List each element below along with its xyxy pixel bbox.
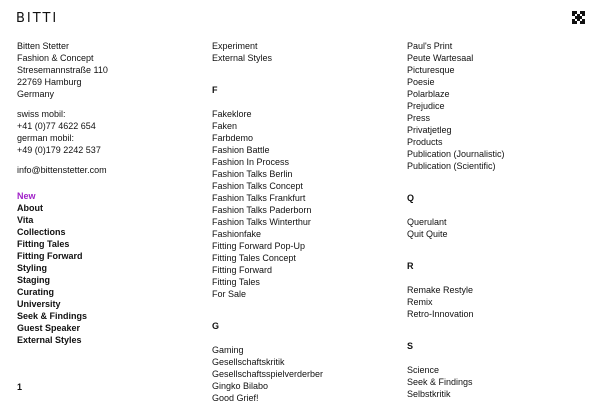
section-p-list xyxy=(407,40,577,172)
index-link[interactable]: Poesie xyxy=(407,77,435,87)
index-link[interactable]: Good Grief! xyxy=(212,393,259,403)
swiss-mobile-label: swiss mobil: xyxy=(17,109,66,119)
section-r-list xyxy=(407,284,577,320)
section-heading-q: Q xyxy=(407,193,415,203)
index-link[interactable]: Publication (Journalistic) xyxy=(407,149,505,159)
index-column-3 xyxy=(407,40,577,400)
index-link[interactable]: Prejudice xyxy=(407,101,445,111)
section-s-list xyxy=(407,364,577,400)
index-link[interactable]: Publication (Scientific) xyxy=(407,161,496,171)
index-link[interactable]: Fitting Tales xyxy=(212,277,260,287)
index-link[interactable]: Polarblaze xyxy=(407,89,450,99)
index-link[interactable]: Fashion Talks Frankfurt xyxy=(212,193,306,203)
section-q-list xyxy=(407,216,577,240)
index-link[interactable]: External Styles xyxy=(212,53,273,63)
index-link[interactable]: Faken xyxy=(212,121,238,131)
index-link[interactable]: Products xyxy=(407,137,443,147)
contact-country: Germany xyxy=(17,89,55,99)
index-link[interactable]: Fashion Talks Winterthur xyxy=(212,217,311,227)
nav-item-about[interactable]: About xyxy=(17,203,43,213)
index-link[interactable]: Fitting Forward xyxy=(212,265,273,275)
index-link[interactable]: Farbdemo xyxy=(212,133,254,143)
nav-item-curating[interactable]: Curating xyxy=(17,287,54,297)
nav-item-fitting-tales[interactable]: Fitting Tales xyxy=(17,239,70,249)
nav-item-new[interactable]: New xyxy=(17,191,36,201)
index-link[interactable]: Paul's Print xyxy=(407,41,453,51)
nav-item-seek-findings[interactable]: Seek & Findings xyxy=(17,311,88,321)
index-link[interactable]: Privatjetleg xyxy=(407,125,452,135)
nav-item-staging[interactable]: Staging xyxy=(17,275,50,285)
index-link[interactable]: Picturesque xyxy=(407,65,455,75)
section-heading-f: F xyxy=(212,85,218,95)
index-link[interactable]: Fakeklore xyxy=(212,109,252,119)
index-link[interactable]: Remake Restyle xyxy=(407,285,474,295)
index-link[interactable]: Gesellschaftskritik xyxy=(212,357,285,367)
index-link[interactable]: Fashion Battle xyxy=(212,145,270,155)
phone-block xyxy=(17,108,187,156)
contact-column xyxy=(17,40,187,346)
site-logo[interactable]: BITTI xyxy=(16,11,59,26)
nav-item-guest-speaker[interactable]: Guest Speaker xyxy=(17,323,81,333)
index-link[interactable]: Retro-Innovation xyxy=(407,309,474,319)
contact-name: Bitten Stetter xyxy=(17,41,70,51)
email-link[interactable]: info@bittenstetter.com xyxy=(17,165,107,175)
section-f-list xyxy=(212,108,382,300)
swiss-mobile-number[interactable]: +41 (0)77 4622 654 xyxy=(17,121,96,131)
index-column-2 xyxy=(212,40,382,404)
page-number[interactable]: 1 xyxy=(17,382,23,392)
index-link[interactable]: Remix xyxy=(407,297,433,307)
index-link[interactable]: Gesellschaftsspielverderber xyxy=(212,369,324,379)
index-link[interactable]: Press xyxy=(407,113,431,123)
address-block xyxy=(17,40,187,100)
index-link[interactable]: Fashion In Process xyxy=(212,157,290,167)
nav-item-external-styles[interactable]: External Styles xyxy=(17,335,82,345)
german-mobile-label: german mobil: xyxy=(17,133,75,143)
nav-item-vita[interactable]: Vita xyxy=(17,215,34,225)
nav-item-fitting-forward[interactable]: Fitting Forward xyxy=(17,251,83,261)
index-link[interactable]: Peute Wartesaal xyxy=(407,53,474,63)
index-link[interactable]: For Sale xyxy=(212,289,247,299)
index-link[interactable]: Fashion Talks Paderborn xyxy=(212,205,312,215)
index-link[interactable]: Fashion Talks Berlin xyxy=(212,169,293,179)
index-link[interactable]: Fashionfake xyxy=(212,229,262,239)
index-link[interactable]: Seek & Findings xyxy=(407,377,473,387)
nav-item-collections[interactable]: Collections xyxy=(17,227,66,237)
contact-street: Stresemannstraße 110 xyxy=(17,65,108,75)
index-link[interactable]: Experiment xyxy=(212,41,258,51)
index-link[interactable]: Gaming xyxy=(212,345,244,355)
nav-item-styling[interactable]: Styling xyxy=(17,263,48,273)
index-link[interactable]: Selbstkritik xyxy=(407,389,451,399)
index-link[interactable]: Gingko Bilabo xyxy=(212,381,269,391)
index-link[interactable]: Fashion Talks Concept xyxy=(212,181,303,191)
section-heading-g: G xyxy=(212,321,220,331)
index-link[interactable]: Fitting Tales Concept xyxy=(212,253,296,263)
main-nav xyxy=(17,190,187,346)
contact-tagline: Fashion & Concept xyxy=(17,53,94,63)
index-link[interactable]: Fitting Forward Pop-Up xyxy=(212,241,306,251)
section-g-list xyxy=(212,344,382,404)
german-mobile-number[interactable]: +49 (0)179 2242 537 xyxy=(17,145,101,155)
index-link[interactable]: Querulant xyxy=(407,217,447,227)
section-heading-r: R xyxy=(407,261,414,271)
nav-item-university[interactable]: University xyxy=(17,299,61,309)
index-link[interactable]: Quit Quite xyxy=(407,229,448,239)
index-link[interactable]: Science xyxy=(407,365,440,375)
section-heading-s: S xyxy=(407,341,414,351)
contact-city: 22769 Hamburg xyxy=(17,77,82,87)
qr-code-icon[interactable] xyxy=(572,11,585,24)
